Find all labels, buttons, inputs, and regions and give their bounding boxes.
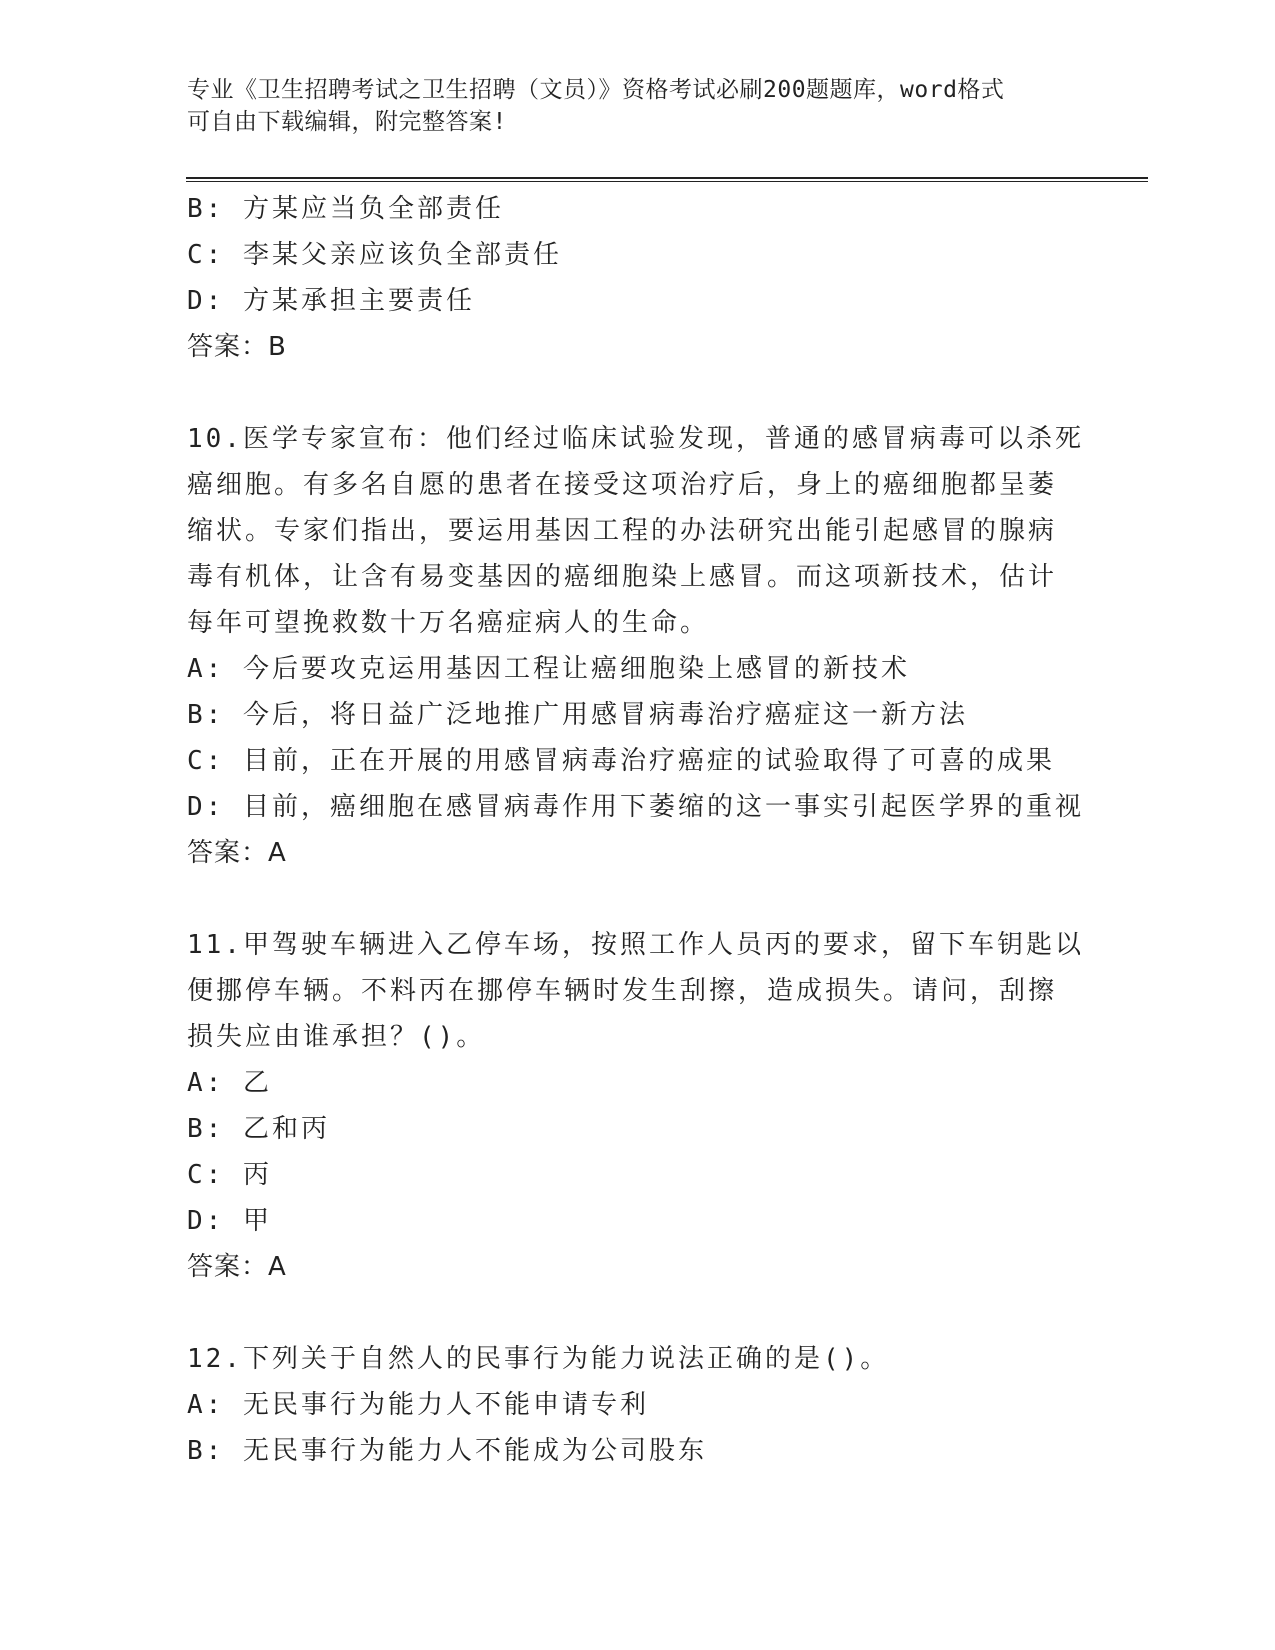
page-header: [187, 74, 1067, 138]
option-c: C: 目前，正在开展的用感冒病毒治疗癌症的试验取得了可喜的成果: [187, 746, 1055, 776]
option-b: B: 无民事行为能力人不能成为公司股东: [187, 1436, 707, 1466]
spacer: [187, 1290, 1087, 1336]
question-stem-line: 损失应由谁承担？()。: [187, 1022, 486, 1052]
option-b: B: 方某应当负全部责任: [187, 194, 504, 224]
question-11: [187, 922, 1087, 1290]
option-a: A: 无民事行为能力人不能申请专利: [187, 1390, 649, 1420]
option-c: C: 丙: [187, 1160, 272, 1190]
option-a: A: 乙: [187, 1068, 272, 1098]
option-a: A: 今后要攻克运用基因工程让癌细胞染上感冒的新技术: [187, 654, 910, 684]
header-title-line-2: 可自由下载编辑，附完整答案!: [187, 109, 507, 135]
spacer: [187, 370, 1087, 416]
option-b: B: 乙和丙: [187, 1114, 330, 1144]
answer-line: 答案：A: [187, 1252, 287, 1282]
question-stem-line: 每年可望挽救数十万名癌症病人的生命。: [187, 608, 710, 638]
answer-line: 答案：B: [187, 332, 287, 362]
answer-line: 答案：A: [187, 838, 287, 868]
question-12: [187, 1336, 1087, 1474]
question-10: [187, 416, 1087, 876]
question-stem-line: 11.甲驾驶车辆进入乙停车场，按照工作人员丙的要求，留下车钥匙以: [187, 930, 1084, 960]
option-c: C: 李某父亲应该负全部责任: [187, 240, 562, 270]
question-stem-line: 10.医学专家宣布：他们经过临床试验发现，普通的感冒病毒可以杀死: [187, 424, 1084, 454]
question-stem-line: 12.下列关于自然人的民事行为能力说法正确的是()。: [187, 1344, 890, 1374]
question-stem-line: 毒有机体，让含有易变基因的癌细胞染上感冒。而这项新技术，估计: [187, 562, 1058, 592]
question-list: [187, 186, 1087, 1474]
option-d: D: 目前，癌细胞在感冒病毒作用下萎缩的这一事实引起医学界的重视: [187, 792, 1084, 822]
spacer: [187, 876, 1087, 922]
header-title-line-1: 专业《卫生招聘考试之卫生招聘（文员）》资格考试必刷200题题库，word格式: [187, 77, 1005, 103]
question-9: [187, 186, 1087, 370]
header-divider: [186, 177, 1148, 182]
question-stem-line: 便挪停车辆。不料丙在挪停车辆时发生刮擦，造成损失。请问，刮擦: [187, 976, 1058, 1006]
question-stem-line: 癌细胞。有多名自愿的患者在接受这项治疗后，身上的癌细胞都呈萎: [187, 470, 1058, 500]
option-b: B: 今后，将日益广泛地推广用感冒病毒治疗癌症这一新方法: [187, 700, 968, 730]
question-stem-line: 缩状。专家们指出，要运用基因工程的办法研究出能引起感冒的腺病: [187, 516, 1058, 546]
option-d: D: 方某承担主要责任: [187, 286, 475, 316]
option-d: D: 甲: [187, 1206, 272, 1236]
